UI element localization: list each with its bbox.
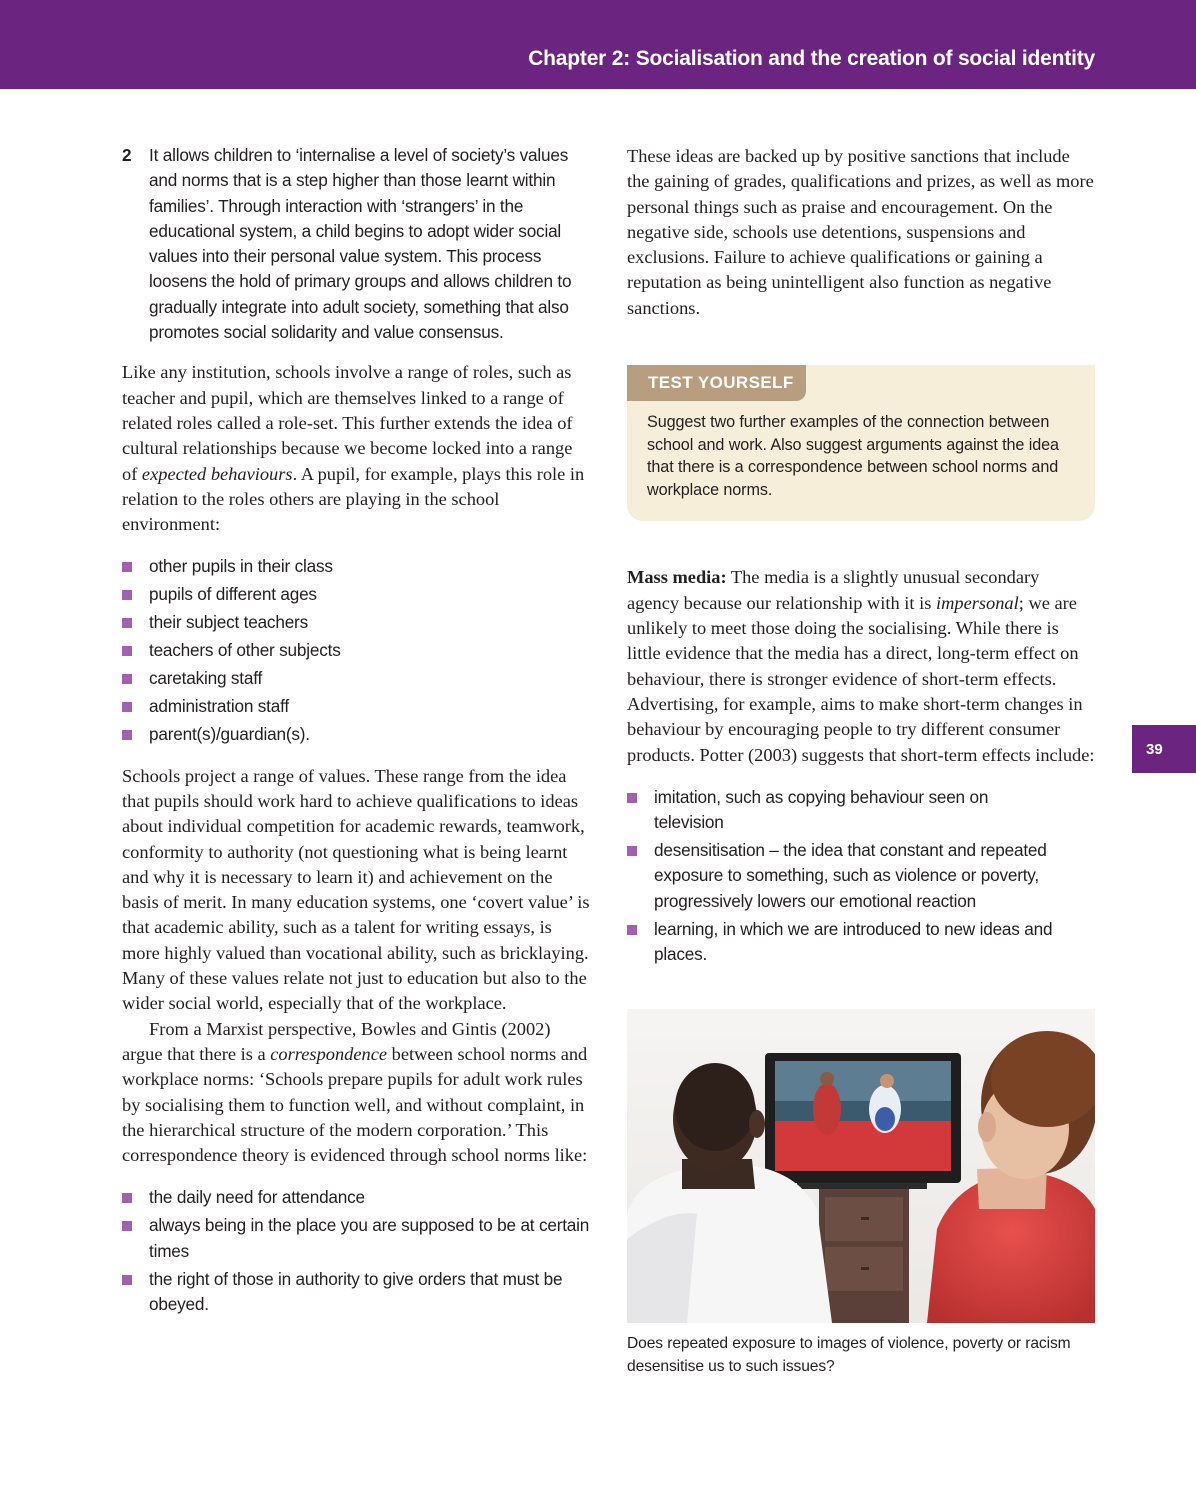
bullet-square-icon bbox=[627, 846, 637, 856]
emphasis-impersonal: impersonal bbox=[935, 592, 1019, 613]
bullet-square-icon bbox=[122, 1193, 132, 1203]
norms-list bbox=[122, 1185, 592, 1317]
list-item: administration staff bbox=[122, 694, 592, 719]
list-item: always being in the place you are supposed to be at certain times bbox=[122, 1213, 592, 1264]
emphasis-correspondence: correspondence bbox=[270, 1043, 388, 1064]
bullet-square-icon bbox=[122, 562, 132, 572]
emphasis-expected-behaviours: expected behaviours bbox=[141, 463, 293, 484]
mass-media-label: Mass media: bbox=[627, 567, 727, 588]
bullet-square-icon bbox=[122, 674, 132, 684]
list-item: pupils of different ages bbox=[122, 582, 592, 607]
list-item: caretaking staff bbox=[122, 666, 592, 691]
page-number: 39 bbox=[1132, 725, 1196, 773]
right-column bbox=[627, 144, 1095, 1378]
list-item: learning, in which we are introduced to new ideas and places. bbox=[627, 917, 1055, 968]
bullet-square-icon bbox=[122, 646, 132, 656]
bullet-square-icon bbox=[122, 1221, 132, 1231]
bullet-square-icon bbox=[122, 730, 132, 740]
photo-caption: Does repeated exposure to images of violence, poverty or racism desensitise us to such issues? bbox=[627, 1335, 1071, 1375]
bullet-square-icon bbox=[122, 618, 132, 628]
test-yourself-text: Suggest two further examples of the connection between school and work. Also suggest arguments against the idea that there is a correspondence between school norms and workplace norms. bbox=[647, 413, 1059, 499]
roles-paragraph: Like any institution, schools involve a range of roles, such as teacher and pupil, which are themselves linked to a range of related roles called a role-set. This further extends the idea of cultural relationships because we become locked into a range of expected behaviours. A pupil, for example, plays this role in relation to the roles others are playing in the school environment: bbox=[122, 362, 585, 535]
list-item: the daily need for attendance bbox=[122, 1185, 592, 1210]
bullet-square-icon bbox=[627, 793, 637, 803]
numbered-point-2 bbox=[122, 143, 592, 345]
bullet-square-icon bbox=[627, 925, 637, 935]
effects-list bbox=[627, 785, 1095, 967]
marxist-paragraph: From a Marxist perspective, Bowles and Gintis (2002) argue that there is a correspondence between school norms and workplace norms: ‘Schools prepare pupils for adult work rules by socialising them to function well, and without complaint, in the hierarchical structure of the modern corporation.’ This correspondence theory is evidenced through school norms like: bbox=[122, 1018, 588, 1166]
test-yourself-box bbox=[627, 373, 1095, 521]
bullet-square-icon bbox=[122, 702, 132, 712]
list-item: the right of those in authority to give orders that must be obeyed. bbox=[122, 1267, 592, 1318]
point-text: It allows children to ‘internalise a level of society’s values and norms that is a step higher than those learnt within families’. Through interaction with ‘strangers’ in the educational system, a child begins to adopt wider social values into their personal value system. This process loosens the hold of primary groups and allows children to gradually integrate into adult society, something that also promotes social solidarity and value consensus. bbox=[149, 145, 572, 343]
bullet-square-icon bbox=[122, 1275, 132, 1285]
left-column bbox=[122, 143, 592, 1320]
roles-list bbox=[122, 554, 592, 747]
sanctions-paragraph: These ideas are backed up by positive sanctions that include the gaining of grades, qualifications and prizes, as well as more personal things such as praise and encouragement. On the negative side, schools use detentions, suspensions and exclusions. Failure to achieve qualifications or gaining a reputation as being unintelligent also function as negative sanctions. bbox=[627, 146, 1094, 318]
values-paragraph: Schools project a range of values. These range from the idea that pupils should work hard to achieve qualifications to ideas about individual competition for academic rewards, teamwork, conformity to authority (not questioning what is being learnt and why it is necessary to learn it) and achievement on the basis of merit. In many education systems, one ‘covert value’ is that academic ability, such as a talent for writing essays, is more highly valued than vocational ability, such as bricklaying. Many of these values relate not just to education but also to the wider social world, especially that of the workplace. bbox=[122, 765, 590, 1014]
list-item: their subject teachers bbox=[122, 610, 592, 635]
list-item: parent(s)/guardian(s). bbox=[122, 722, 592, 747]
list-item: other pupils in their class bbox=[122, 554, 592, 579]
list-item: imitation, such as copying behaviour seen on television bbox=[627, 785, 1055, 836]
chapter-title: Chapter 2: Socialisation and the creation of social identity bbox=[528, 47, 1095, 70]
list-item: teachers of other subjects bbox=[122, 638, 592, 663]
tv-watching-photo bbox=[627, 1009, 1095, 1323]
point-number: 2 bbox=[122, 145, 132, 165]
chapter-header bbox=[0, 0, 1196, 89]
list-item: desensitisation – the idea that constant and repeated exposure to something, such as violence or poverty, progressively lowers our emotional reaction bbox=[627, 838, 1055, 914]
mass-media-paragraph: Mass media: The media is a slightly unusual secondary agency because our relationship with it is impersonal; we are unlikely to meet those doing the socialising. While there is little evidence that the media has a direct, long-term effect on behaviour, there is stronger evidence of short-term effects. Advertising, for example, aims to make short-term changes in behaviour by encouraging people to try different consumer products. Potter (2003) suggests that short-term effects include: bbox=[627, 567, 1095, 765]
bullet-square-icon bbox=[122, 590, 132, 600]
test-yourself-heading: TEST YOURSELF bbox=[627, 365, 806, 401]
